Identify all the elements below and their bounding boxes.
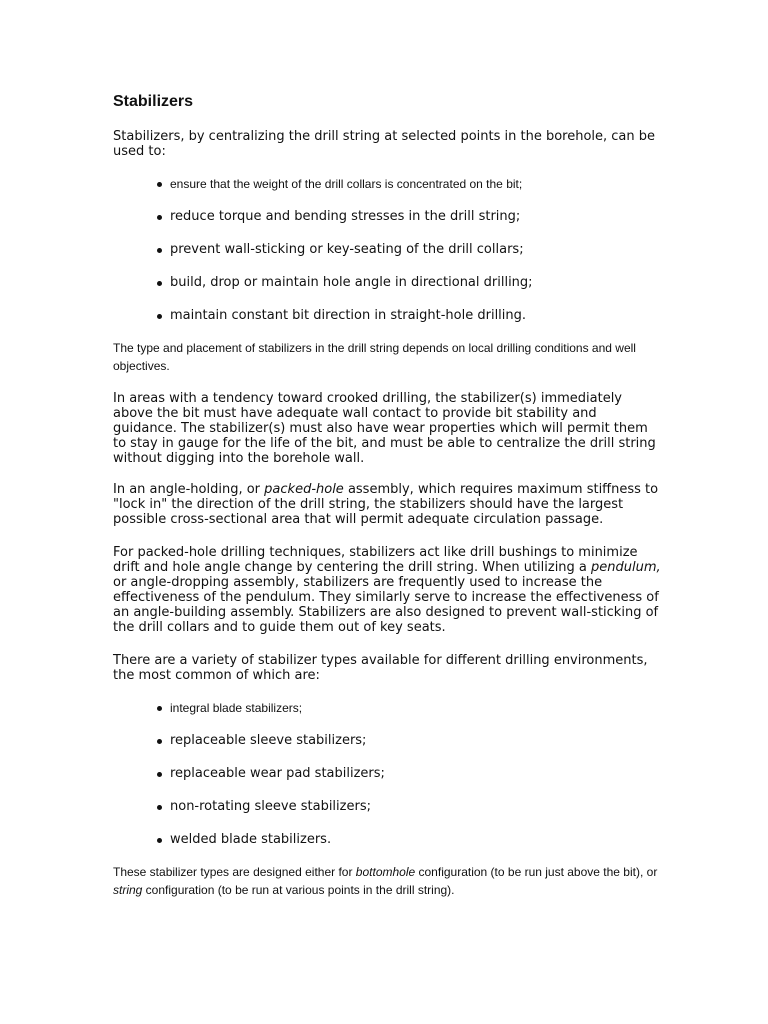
list-item: ensure that the weight of the drill collars is concentrated on the bit;	[157, 167, 661, 200]
placement-paragraph: The type and placement of stabilizers in the drill string depends on local drilling conditions and well objectives.	[113, 341, 636, 373]
document-page	[113, 92, 661, 899]
list-item: non-rotating sleeve stabilizers;	[157, 790, 661, 823]
bullet-icon	[157, 739, 162, 744]
angle-holding-paragraph: In an angle-holding, or packed-hole assembly, which requires maximum stiffness to "lock in" the direction of the drill string, the stabilizers should have the largest possible cross-sectional area that will permit adequate circulation passage.	[113, 482, 659, 527]
bullet-icon	[157, 706, 162, 711]
bullet-icon	[157, 215, 162, 220]
list-item: reduce torque and bending stresses in the drill string;	[157, 200, 661, 233]
types-list	[113, 691, 661, 856]
list-item: prevent wall-sticking or key-seating of the drill collars;	[157, 233, 661, 266]
list-item: replaceable wear pad stabilizers;	[157, 757, 661, 790]
bullet-icon	[157, 248, 162, 253]
section-title: Stabilizers	[113, 93, 194, 110]
closing-paragraph: These stabilizer types are designed either for bottomhole configuration (to be run just above the bit), or string configuration (to be run at various points in the drill string).	[113, 865, 658, 897]
types-intro-paragraph: There are a variety of stabilizer types available for different drilling environments, the most common of which are:	[113, 653, 648, 683]
bullet-icon	[157, 281, 162, 286]
bullet-icon	[157, 772, 162, 777]
list-item: replaceable sleeve stabilizers;	[157, 724, 661, 757]
bullet-icon	[157, 838, 162, 843]
intro-paragraph: Stabilizers, by centralizing the drill string at selected points in the borehole, can be used to:	[113, 129, 656, 159]
list-item: welded blade stabilizers.	[157, 823, 661, 856]
bullet-icon	[157, 182, 162, 187]
packed-hole-paragraph: For packed-hole drilling techniques, stabilizers act like drill bushings to minimize drift and hole angle change by centering the drill string. When utilizing a pendulum, or angle-dropping assembly, stabilizers are frequently used to increase the effectiveness of the pendulum. They similarly serve to increase the effectiveness of an angle-building assembly. Stabilizers are also designed to prevent wall-sticking of the drill collars and to guide them out of key seats.	[113, 545, 661, 635]
list-item: integral blade stabilizers;	[157, 691, 661, 724]
list-item: build, drop or maintain hole angle in directional drilling;	[157, 266, 661, 299]
crooked-drilling-paragraph: In areas with a tendency toward crooked drilling, the stabilizer(s) immediately above the bit must have adequate wall contact to provide bit stability and guidance. The stabilizer(s) must also have wear properties which will permit them to stay in gauge for the life of the bit, and must be able to centralize the drill string without digging into the borehole wall.	[113, 391, 656, 466]
uses-list	[113, 167, 661, 332]
bullet-icon	[157, 805, 162, 810]
bullet-icon	[157, 314, 162, 319]
list-item: maintain constant bit direction in straight-hole drilling.	[157, 299, 661, 332]
